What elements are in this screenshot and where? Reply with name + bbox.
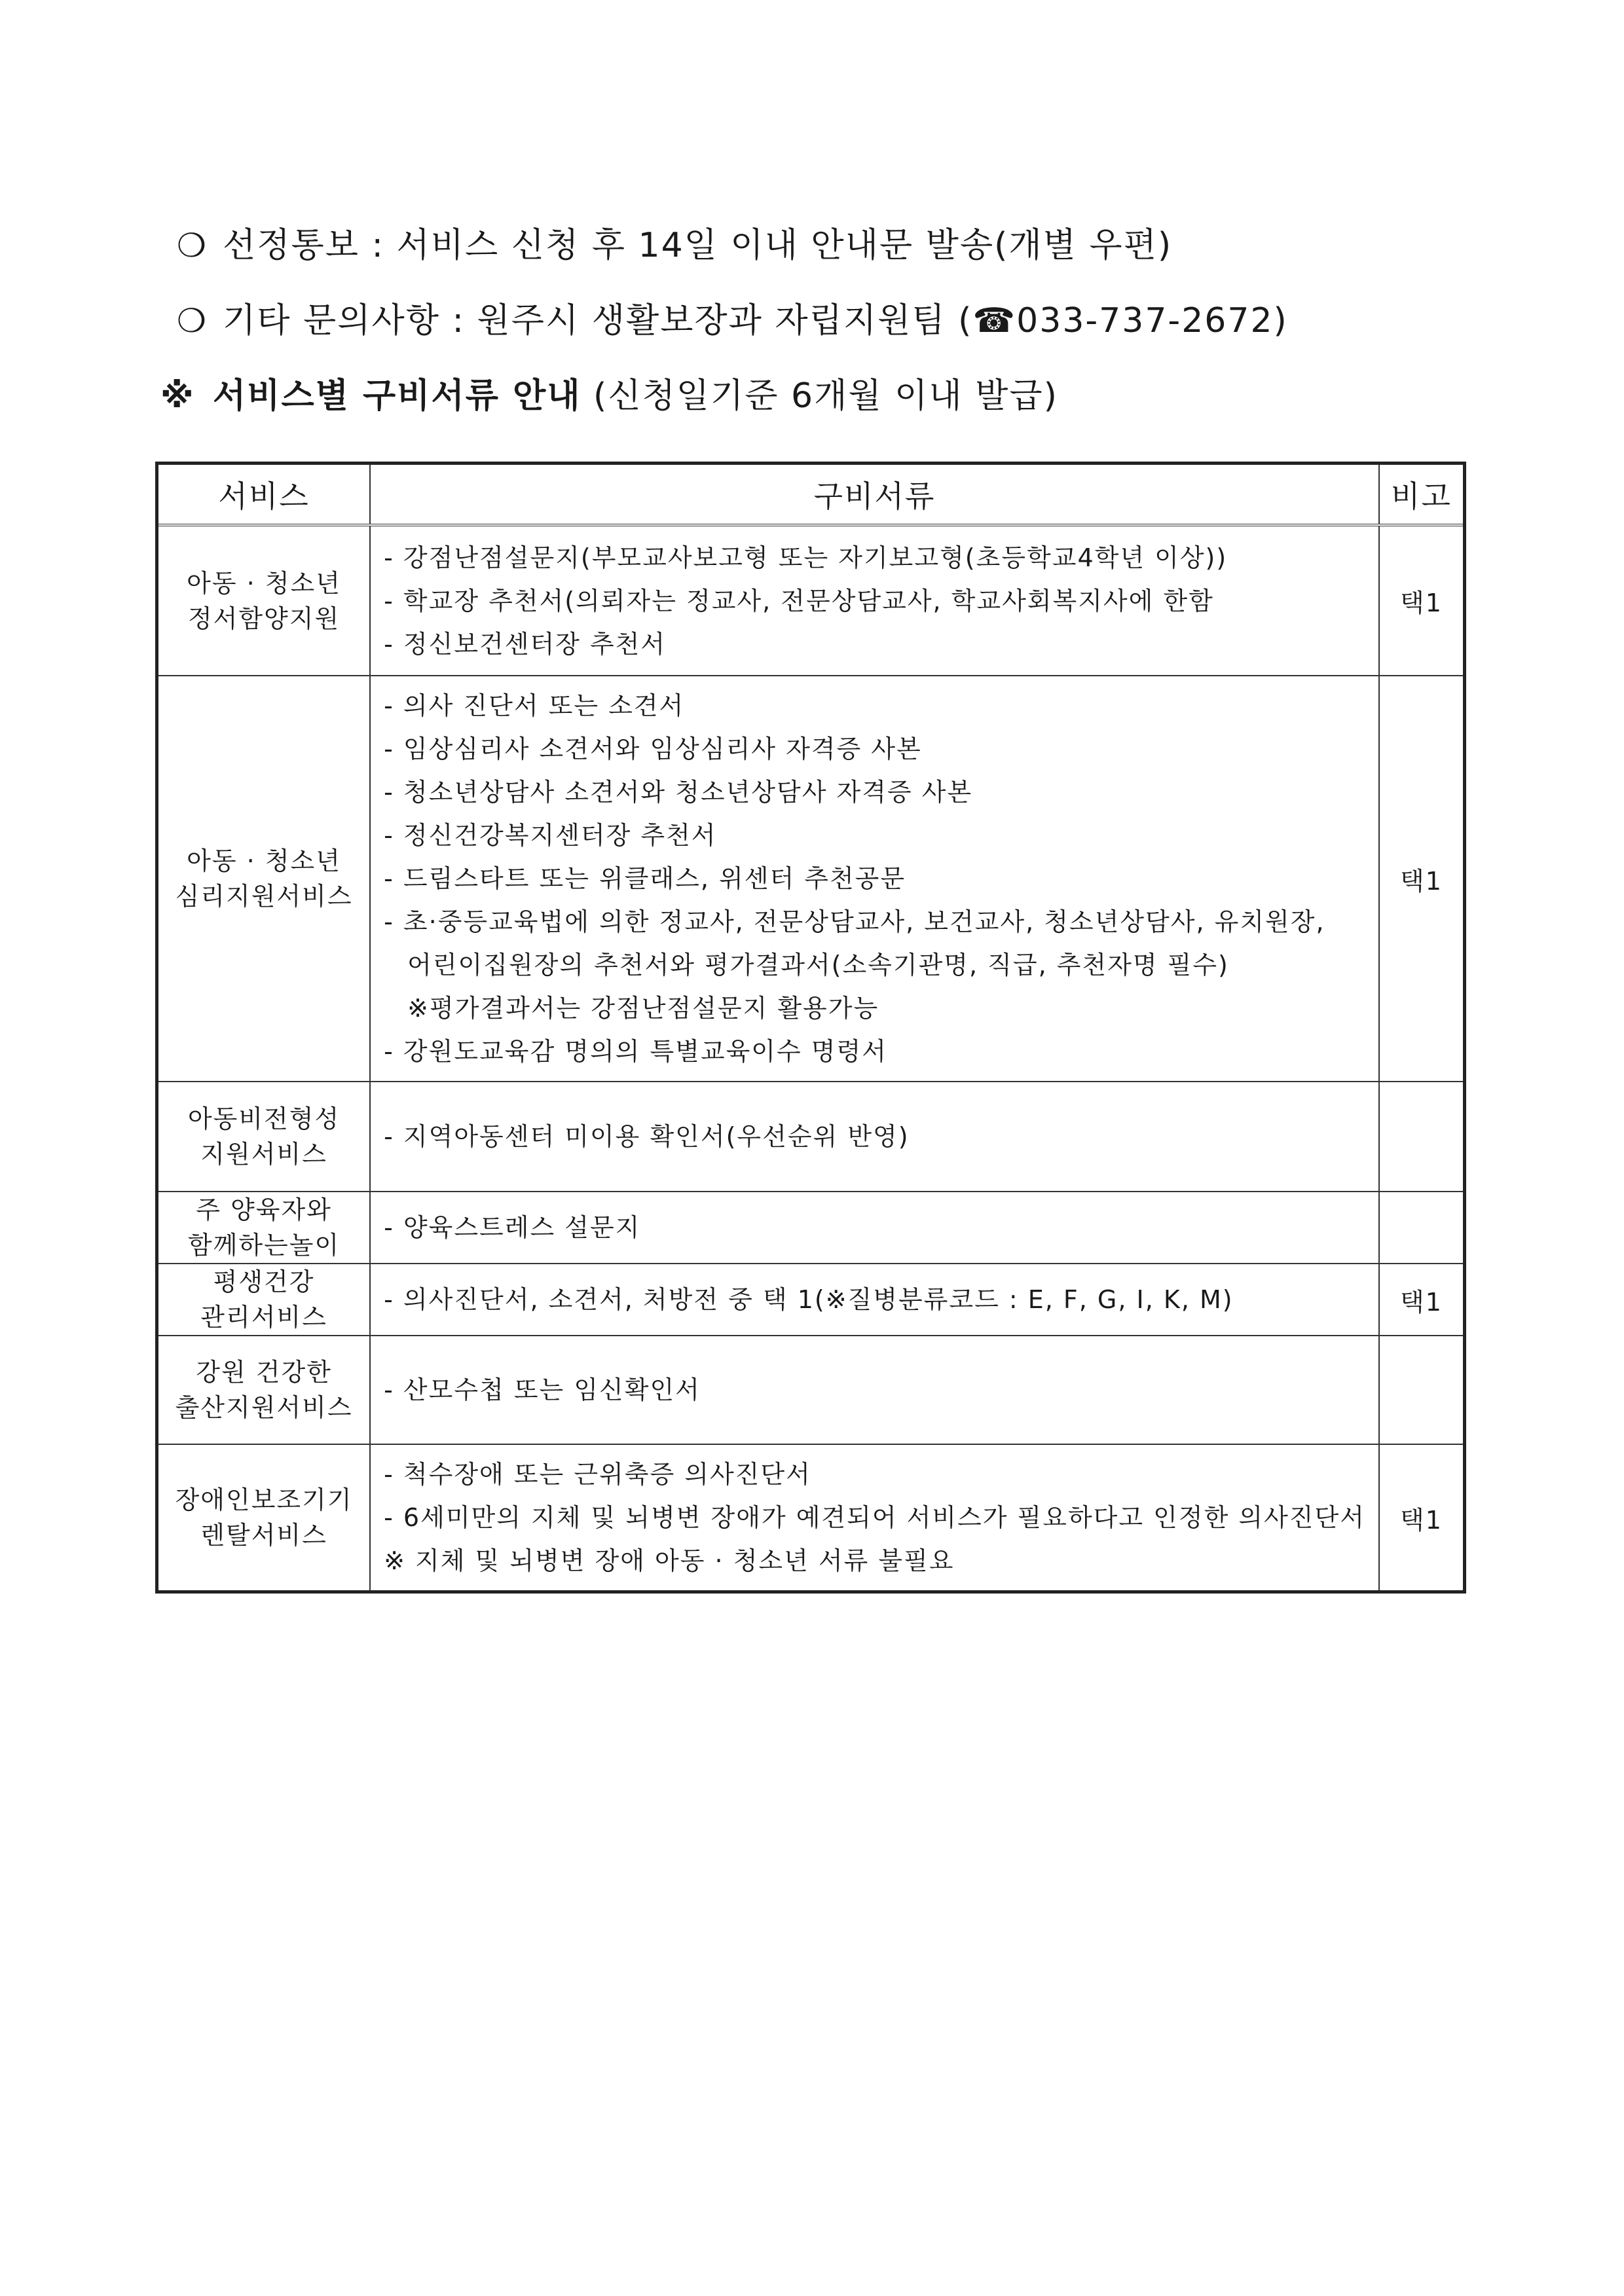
document-item: - 지역아동센터 미이용 확인서(우선순위 반영)	[384, 1122, 910, 1151]
service-name	[157, 1264, 371, 1336]
service-name-line: 함께하는놀이	[187, 1231, 341, 1260]
note-cell: 택1	[1379, 525, 1465, 676]
document-item: - 척수장애 또는 근위축증 의사진단서	[384, 1460, 811, 1489]
service-name-line: 정서함양지원	[187, 604, 341, 633]
service-name	[157, 1082, 371, 1192]
section-title: 서비스별 구비서류 안내	[213, 376, 581, 416]
document-item: ※ 지체 및 뇌병변 장애 아동 · 청소년 서류 불필요	[384, 1546, 955, 1575]
document-item: - 강점난점설문지(부모교사보고형 또는 자기보고형(초등학교4학년 이상))	[384, 543, 1228, 572]
notice-text: 선정통보 : 서비스 신청 후 14일 이내 안내문 발송(개별 우편)	[223, 226, 1173, 265]
required-documents	[370, 1444, 1379, 1592]
reference-mark-icon: ※	[160, 376, 195, 416]
service-name-line: 아동비전형성	[187, 1104, 341, 1133]
notice-selection	[177, 223, 1172, 268]
service-name-line: 출산지원서비스	[175, 1393, 353, 1422]
service-name	[157, 1444, 371, 1592]
section-subtitle: (신청일기준 6개월 이내 발급)	[581, 376, 1058, 416]
service-name-line: 아동 · 청소년	[187, 568, 341, 598]
service-name-line: 주 양육자와	[196, 1195, 332, 1224]
table-header-row	[157, 464, 1465, 526]
required-documents	[370, 1336, 1379, 1444]
service-name	[157, 525, 371, 676]
table-row	[157, 525, 1465, 676]
header-note: 비고	[1379, 464, 1465, 526]
service-name-line: 평생건강	[213, 1267, 315, 1296]
table-row	[157, 1264, 1465, 1336]
required-documents	[370, 1264, 1379, 1336]
notice-text: 기타 문의사항 : 원주시 생활보장과 자립지원팀 (☎033-737-2672)	[223, 301, 1288, 340]
document-item: - 산모수첩 또는 임신확인서	[384, 1376, 701, 1404]
document-item: - 양육스트레스 설문지	[384, 1213, 641, 1242]
table-row	[157, 676, 1465, 1082]
header-documents: 구비서류	[370, 464, 1379, 526]
note-cell: 택1	[1379, 676, 1465, 1082]
header-service: 서비스	[157, 464, 371, 526]
required-documents	[370, 525, 1379, 676]
document-item: - 정신건강복지센터장 추천서	[384, 821, 717, 850]
section-heading	[160, 373, 1058, 419]
circle-bullet-icon: ❍	[177, 227, 208, 264]
service-name-line: 렌탈서비스	[200, 1521, 327, 1550]
note-cell	[1379, 1082, 1465, 1192]
document-item: - 초·중등교육법에 의한 정교사, 전문상담교사, 보건교사, 청소년상담사, 유치원장,	[384, 907, 1325, 936]
required-documents	[370, 1192, 1379, 1264]
table-row	[157, 1192, 1465, 1264]
service-name-line: 심리지원서비스	[175, 882, 353, 911]
document-item: 어린이집원장의 추천서와 평가결과서(소속기관명, 직급, 추천자명 필수)	[407, 951, 1229, 979]
note-cell: 택1	[1379, 1264, 1465, 1336]
documents-table	[155, 462, 1466, 1594]
service-name-line: 아동 · 청소년	[187, 847, 341, 875]
document-item: - 강원도교육감 명의의 특별교육이수 명령서	[384, 1037, 887, 1066]
service-name	[157, 1336, 371, 1444]
note-cell	[1379, 1192, 1465, 1264]
notice-inquiry	[177, 298, 1288, 344]
table-row	[157, 1082, 1465, 1192]
document-item: - 청소년상담사 소견서와 청소년상담사 자격증 사본	[384, 778, 973, 807]
required-documents	[370, 676, 1379, 1082]
service-name	[157, 676, 371, 1082]
required-documents	[370, 1082, 1379, 1192]
service-name-line: 지원서비스	[200, 1140, 327, 1169]
document-item: - 6세미만의 지체 및 뇌병변 장애가 예견되어 서비스가 필요하다고 인정한 의사진단서	[384, 1503, 1365, 1532]
document-item: - 의사 진단서 또는 소견서	[384, 691, 685, 720]
circle-bullet-icon: ❍	[177, 302, 208, 340]
document-item: - 정신보건센터장 추천서	[384, 629, 667, 659]
note-cell: 택1	[1379, 1444, 1465, 1592]
document-item: - 드림스타트 또는 위클래스, 위센터 추천공문	[384, 864, 906, 893]
service-name-line: 관리서비스	[200, 1303, 327, 1332]
service-name-line: 장애인보조기기	[175, 1485, 353, 1514]
service-name-line: 강원 건강한	[196, 1358, 332, 1387]
document-item: - 학교장 추천서(의뢰자는 정교사, 전문상담교사, 학교사회복지사에 한함	[384, 586, 1214, 615]
document-item: - 의사진단서, 소견서, 처방전 중 택 1(※질병분류코드 : E, F, G, I, K, M)	[384, 1285, 1234, 1314]
table-row	[157, 1336, 1465, 1444]
note-cell	[1379, 1336, 1465, 1444]
table-row	[157, 1444, 1465, 1592]
document-item: - 임상심리사 소견서와 임상심리사 자격증 사본	[384, 735, 922, 763]
service-name	[157, 1192, 371, 1264]
document-item: ※평가결과서는 강점난점설문지 활용가능	[407, 994, 879, 1023]
